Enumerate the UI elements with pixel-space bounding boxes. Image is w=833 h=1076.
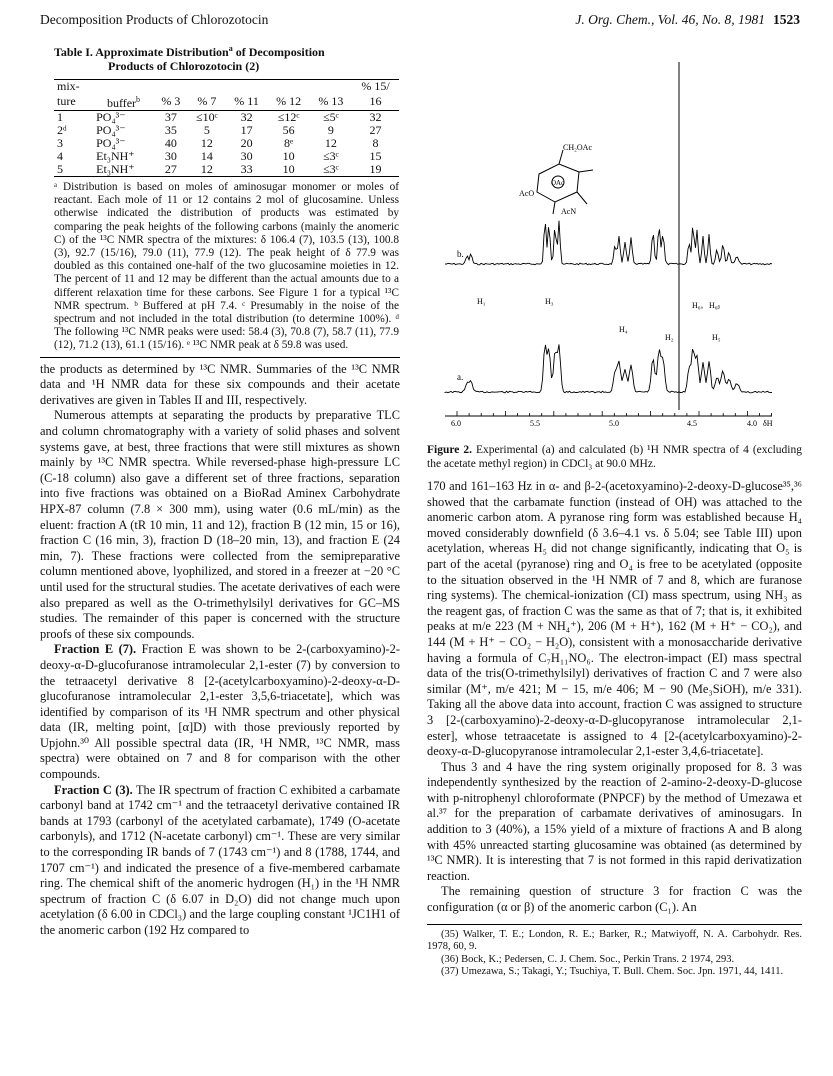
table-cell: Et₃NH⁺ [96,149,135,163]
table-cell: PO₄³⁻ [96,136,126,150]
table-cell: 20 [240,136,253,150]
th-3: % 7 [188,93,226,111]
peak-label-h5: H₅ [712,333,721,342]
table-cell: 5 [203,123,210,137]
paragraph-synthesis: Thus 3 and 4 have the ring system originally proposed for 8. 3 was independently synthesized by the reaction of 2-amino-2-deoxy-D-glucose with p-nitrophenyl chloroformate (PNPCF) by the method of Umezawa et al.³⁷ for the preparation of carbamate derivatives of aminosugars. In addition to 3 (40%), a 15% yield of a mixture of fractions A and B along with 45% unreacted starting glucosamine was obtained (as determined by ¹³C NMR). It is interesting that 7 is not formed in this rapid derivatization reaction. [427,759,802,883]
figure-caption: Figure 2. Experimental (a) and calculated (b) ¹H NMR spectra of 4 (excluding the acetate methyl region) in CDCl₃ at 90.0 MHz. [427,444,802,470]
table-cell: 4 [57,149,63,163]
header-journal [575,12,800,28]
peak-label-h1: H₁ [477,297,486,306]
x-axis-ticks [457,411,772,416]
table-cell: 35 [164,123,177,137]
experimental-spectrum-trace [445,344,772,392]
table-cell: 1 [57,110,63,124]
table-cell: 3 [57,136,63,150]
reference-36: (36) Bock, K.; Pedersen, C. J. Chem. Soc., Perkin Trans. 2 1974, 293. [441,953,735,965]
tick-label-5-5: 5.5 [530,419,540,428]
reference-35: (35) Walker, T. E.; London, R. E.; Barker, R.; Matwiyoff, N. A. Carbohydr. Res. 1978, 60, 9. [427,928,802,953]
th-top-1 [93,80,154,94]
table-cell: PO₄³⁻ [96,110,126,124]
reference-37: (37) Umezawa, S.; Takagi, Y.; Tsuchiya, T. Bull. Chem. Soc. Jpn. 1971, 44, 1411. [441,966,784,978]
table-cell: 5 [54,163,93,177]
table-cell: ≤10ᶜ [196,110,218,124]
table-cell: 10 [282,149,295,163]
tick-label-5-0: 5.0 [609,419,619,428]
th-top-7: % 15/ [352,80,399,94]
trace-a-label: a. [457,372,464,382]
journal-citation: J. Org. Chem., Vol. 46, No. 8, 1981 [575,12,765,27]
th-1: buffer$^b$ [93,93,154,111]
peak-label-h6a: H₆ₐ [692,301,703,310]
table-cell: ≤3ᶜ [310,163,352,177]
heading-fraction-e: Fraction E (7). [54,642,137,657]
table-cell: 12 [324,136,337,150]
th-5: % 12 [267,93,309,111]
references [427,924,802,979]
table-cell: 15 [369,149,382,163]
table-cell: 8 [372,136,379,150]
peak-label-h3: H₃ [545,297,554,306]
struct-label-oac: OAc [551,179,565,187]
table-cell: 12 [200,136,213,150]
table-cell: 8ᵉ [284,136,294,150]
structure-drawing [537,150,593,214]
trace-b-label: b. [457,249,464,259]
tick-label-6-0: 6.0 [451,419,461,428]
page-number: 1523 [773,12,800,27]
paragraph-fraction-c: Fraction C (3). The IR spectrum of fraction C exhibited a carbamate carbonyl band at 1742 cm⁻¹ and the tetraacetyl derivative contained IR bands at 1793 (carbonyl of the acetylated carbamate), 1749 (O-acetate carbonyls), and 1712 (N-acetate carbonyl) cm⁻¹. These are very similar to the corresponding IR bands of 7 (1743 cm⁻¹) and 8 (1788, 1744, and 1707 cm⁻¹) and indicated the presence of a five-membered carbamate ring. The chemical shift of the anomeric hydrogen (H₁) in the ¹H NMR spectrum of fraction C (δ 6.07 in D₂O) did not change much upon acetylation (δ 6.00 in CDCl₃) and the large coupling constant ¹JC1H1 of the anomeric carbon (192 Hz compared to [40,782,400,938]
th-4: % 11 [226,93,268,111]
table-cell: 19 [352,163,399,177]
peak-label-h6b: H₆ᵦ [709,301,720,310]
header-title: Decomposition Products of Chlorozotocin [40,12,269,27]
table-cell: 14 [200,149,213,163]
paragraph-fraction-e: Fraction E (7). Fraction E was shown to be 2-(carboxyamino)-2-deoxy-α-D-glucofuranose intramolecular 2,1-ester (7) by conversion to the tetraacetyl derivative 8 [2-(acetylcarboxyamino)-2-deoxy-α-D-glucofuranose intramolecular 2,1-ester 3,5,6-triacetate], which was identified by comparison of its ¹H NMR spectrum and other physical data (IR, melting point, [α]D) with those previously reported by Upjohn.³⁰ All possible spectral data (IR, ¹H NMR, ¹³C NMR, mass spectra) were obtained on 7 and 8 for comparison with the other compounds. [40,642,400,782]
heading-fraction-c: Fraction C (3). [54,782,133,797]
table-cell: PO₄³⁻ [96,123,126,137]
th-0: ture [54,93,93,111]
th-top-4 [226,80,268,94]
table-cell: 30 [164,149,177,163]
th-2: % 3 [154,93,188,111]
th-top-6 [310,80,352,94]
distribution-table [54,79,399,177]
table-cell: 10 [267,163,309,177]
paragraph-pyranose: 170 and 161–163 Hz in α- and β-2-(acetoxyamino)-2-deoxy-D-glucose³⁵,³⁶ showed that the carbamate function (instead of OH) was attached to the anomeric carbon atom. A pyranose ring form was established because H₄ moved considerably downfield (δ 3.6–4.1 vs. δ 5.04; see Table III) upon acetylation, whereas H₅ did not change significantly, indicating that O₅ is part of the acetal (pyranose) ring and O₄ is free to be acetylated (opposite to the situation observed in the ¹H NMR of 7 and 8, which are furanose ring systems). The chemical-ionization (CI) mass spectrum, using NH₃ as the reagent gas, of fraction C was the same as that of 7; that is, it exhibited peaks at m/e 223 (M + NH₄⁺), 206 (M + H⁺), 162 (M + H⁺ − CO₂), and 144 (M + H⁺ − CO₂ − H₂O), consistent with a monosaccharide derivative having a formula of C₇H₁₁NO₆. The electron-impact (EI) mass spectral data of the tris(O-trimethylsilyl) derivatives of fraction C and 7 were also similar (M⁺, m/e 421; M − 15, m/e 406; M − 90 (Me₃SiOH), m/e 331). Taking all the above data into account, fraction C was assigned to structure 3 [2-(carboxyamino)-2-deoxy-α-D-glucopyranose intramolecular 2,1-ester], whose tetraacetate is assigned to 4 [2-(acetylcarboxyamino)-2-deoxy-α-D-glucopyranose intramolecular 2,1-ester 3,4,6-triacetate]. [427,479,802,759]
paragraph-remaining: The remaining question of structure 3 for fraction C was the configuration (α or β) of the anomeric carbon (C₁). An [427,884,802,915]
left-column [40,42,400,939]
table-cell: ≤3ᶜ [323,149,339,163]
table-cell: 33 [226,163,268,177]
table-cell: 2ᵈ [57,123,67,137]
struct-label-aco: AcO [519,189,535,198]
tick-label-4-0: 4.0 [747,419,757,428]
table-caption-line2: Products of Chlorozotocin (2) [108,59,260,73]
calculated-spectrum-trace [445,221,772,265]
th-top-0: mix- [54,80,93,94]
axis-unit: δH [763,419,773,428]
table-cell: 12 [188,163,226,177]
table-cell: Et₃NH⁺ [93,163,154,177]
figure-caption-label: Figure 2. [427,444,472,456]
table-cell: 30 [240,149,253,163]
table-footnote: ᵃ Distribution is based on moles of aminosugar monomer or moles of reactant. Each mole of 11 or 12 contains 2 mol of glucosamine. Unless otherwise indicated the distribution of products was estimated by comparing the peak heights of the following carbons (mainly the anomeric C) of the ¹³C NMR spectra of the mixtures: δ 106.4 (7), 103.5 (13), 100.8 (3), 92.7 (15/16), 79.0 (11), 77.9 (12). The peak height of δ 77.9 was doubled as this contained one-half of the two glucosamine moieties in 12. The percent of 11 and 12 may be different than the actual amounts due to a different relaxation time for these carbons. See Figure 1 for a typical ¹³C NMR spectrum. ᵇ Buffered at pH 7.4. ᶜ Presumably in the noise of the spectrum and not included in the total distribution (to determine 100%). ᵈ The following ¹³C NMR peaks were used: 58.4 (3), 70.8 (7), 58.7 (11), 77.9 (12), 71.2 (13), 61.1 (15/16). ᵉ ¹³C NMR peak at δ 59.8 was used. [54,181,399,352]
running-header [40,12,800,34]
table-cell: ≤5ᶜ [323,110,339,124]
th-top-5 [267,80,309,94]
paragraph-separation: Numerous attempts at separating the products by preparative TLC and column chromatography with a variety of solid phases and solvent systems gave, at best, three fractions that were still mixtures as shown mainly by ¹³C NMR spectra. While reversed-phase high-pressure LC (C-18 column) also gave a different set of three fractions, separation into five fractions was obtained on a BioRad Aminex Carbohydrate HPX-87 column (7.8 × 300 mm), using water (0.6 mL/min) as the eluent: fraction A (tR 10 min, 11 and 12), fraction B (12 min, 15 or 16), fraction C (16 min, 3), fraction D (18–20 min, 13), and fraction E (24 min, 7). These fractions were collected from the semipreparative column mentioned above, lyophilized, and stored in a freezer at −20 °C until used for the structural studies. The acetate derivatives of each were also prepared as well as the O-trimethylsilyl derivatives for GC–MS studies. The remainder of this paper is concerned with the structure proofs of these six compounds. [40,408,400,641]
table-cell: 40 [164,136,177,150]
nmr-spectra-svg [427,42,802,442]
tick-label-4-5: 4.5 [687,419,697,428]
table-cell: 32 [369,110,382,124]
right-column [427,42,802,979]
table-rule [40,357,400,358]
table-cell: 56 [282,123,295,137]
struct-label-acn: AcN [561,207,577,216]
table-cell: 27 [154,163,188,177]
peak-label-h4: H₄ [619,325,628,334]
table-caption: Table I. Approximate Distribution$^a$ of Decomposition Products of Chlorozotocin (2) [54,42,400,73]
th-top-2 [154,80,188,94]
table-cell: 27 [369,123,382,137]
nmr-figure [427,42,802,442]
table-row [54,163,399,177]
table-body [54,111,399,177]
th-6: % 13 [310,93,352,111]
table-cell: 9 [327,123,334,137]
th-top-3 [188,80,226,94]
th-7: 16 [352,93,399,111]
table-cell: 37 [164,110,177,124]
table-cell: ≤12ᶜ [277,110,300,124]
struct-label-ch2oac: CH₂OAc [563,143,593,152]
peak-label-h2: H₂ [665,333,674,342]
table-cell: 17 [240,123,253,137]
paragraph-intro: the products as determined by ¹³C NMR. Summaries of the ¹³C NMR data and ¹H NMR data for these six compounds and their acetate derivatives are given in Tables II and III, respectively. [40,361,400,407]
caption-sup: a [228,44,233,53]
table-row [54,111,399,125]
table-cell: 32 [240,110,253,124]
